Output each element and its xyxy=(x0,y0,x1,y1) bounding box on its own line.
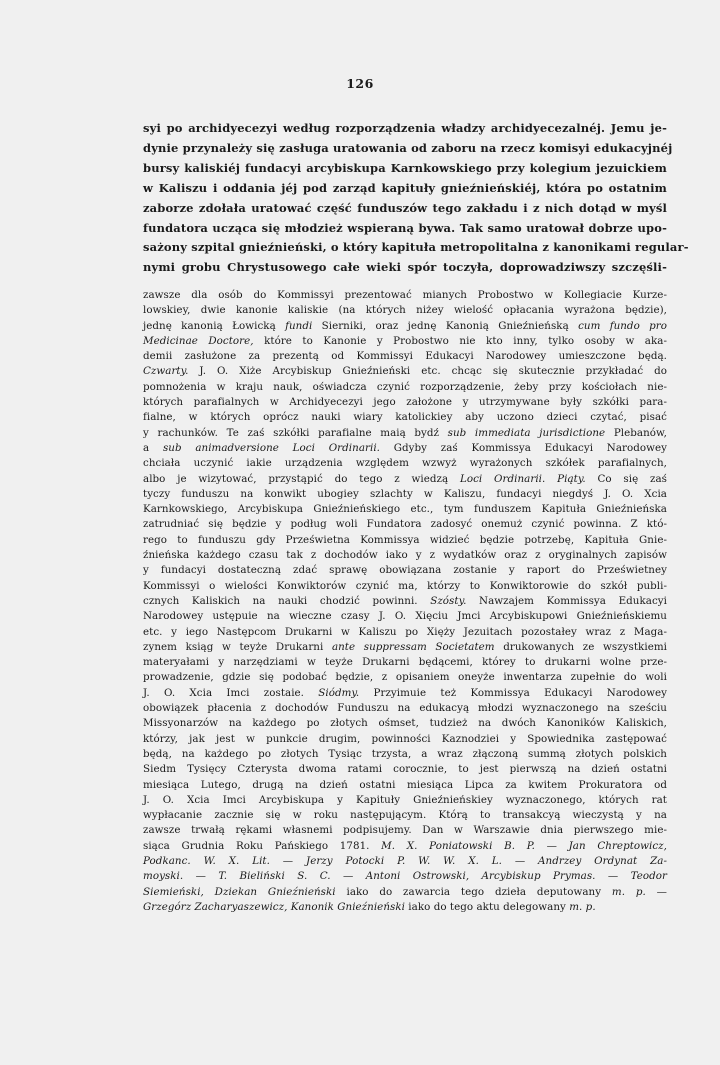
footnote-run: Missyonarzów na każdego po złotych ośmset, tudzież na dwóch Kanoników Kaliskich, xyxy=(143,717,667,730)
footnote-line xyxy=(143,625,667,640)
footnote-line xyxy=(143,426,667,441)
footnote-run: J. O. Xcia Imci zostaie. xyxy=(143,686,319,699)
footnote-run: Przyimuie też Kommissya Edukacyi Narodowey xyxy=(359,686,667,699)
footnote-run: demii zasłużone za prezentą od Kommissyi Edukacyi Narodowey umieszczone będą. xyxy=(143,350,667,363)
footnote-run: źnieńska każdego czasu tak z dochodów iako y z wydatków oraz z oryginalnych zapisów xyxy=(143,549,667,562)
footnote-line xyxy=(143,441,667,456)
footnote-run: Nawzajem Kommissya Edukacyi xyxy=(466,594,667,607)
footnote-line xyxy=(143,502,667,517)
footnote-line xyxy=(143,548,667,563)
footnote-run: wypłacanie zacznie się w roku następującym. Którą to transakcyą wieczystą y na xyxy=(143,809,667,822)
footnote xyxy=(143,288,667,915)
footnote-italic-run: m. p. xyxy=(569,900,596,913)
main-text-line: syi po archidyecezyi według rozporządzenia władzy archidyecezalnéj. Jemu je- xyxy=(143,121,667,135)
footnote-italic-run: moyski. — T. Bieliński S. C. — Antoni Ostrowski, Arcybiskup Prymas. — Teodor xyxy=(143,870,667,883)
footnote-run: fialne, w których oprócz nauki wiary katolickiey aby uczono dzieci czytać, pisać xyxy=(143,411,667,424)
footnote-run: Siedm Tysięcy Czterysta dwoma ratami corocznie, to jest pierwszą na dzień ostatni xyxy=(143,763,667,776)
main-text-line: zaborze zdołała uratować część funduszów tego zakładu i z nich dotąd w myśl xyxy=(143,200,667,215)
footnote-run: prowadzenie, gdzie się podobać będzie, z opisaniem oneyże inwentarza zupełnie do woli xyxy=(143,671,667,684)
footnote-line xyxy=(143,670,667,685)
footnote-run: pomnożenia w kraju nauk, oświadcza czynić rozporządzenie, żeby przy kościołach nie- xyxy=(143,380,667,393)
footnote-line xyxy=(143,885,667,900)
footnote-line xyxy=(143,334,667,349)
footnote-run: tyczy funduszu na konwikt ubogiey szlachty w Kaliszu, fundacyi niegdyś J. O. Xcia xyxy=(143,487,667,500)
footnote-line xyxy=(143,793,667,808)
footnote-run: miesiąca Lutego, drugą na dzień ostatni miesiąca Lipca za kwitem Prokuratora od xyxy=(143,778,667,791)
footnote-line xyxy=(143,517,667,532)
footnote-italic-run: Loci Ordinarii. Piąty. xyxy=(459,472,586,485)
footnote-run: będą, na każdego po złotych Tysiąc trzysta, a wraz złączoną summą złotych polskich xyxy=(143,747,667,760)
footnote-run: zawsze trwałą rękami własnemi podpisujemy. Dan w Warszawie dnia pierwszego mie- xyxy=(143,824,667,837)
footnote-run: y fundacyi dostateczną zdać sprawę obowiązana zostanie y raport do Prześwietney xyxy=(143,564,667,577)
footnote-italic-run: Czwarty. xyxy=(143,365,189,378)
footnote-italic-run: m. p. — xyxy=(611,885,667,898)
footnote-run: Karnkowskiego, Arcybiskupa Gnieźnieńskiego etc., tym funduszem Kapituła Gnieźnieńska xyxy=(143,503,667,516)
main-text-line: bursy kaliskiéj fundacyi arcybiskupa Karnkowskiego przy kolegium jezuickiem xyxy=(143,160,667,175)
footnote-line xyxy=(143,563,667,578)
footnote-italic-run: Szósty. xyxy=(430,594,467,607)
footnote-line xyxy=(143,640,667,655)
footnote-line xyxy=(143,456,667,471)
footnote-line xyxy=(143,778,667,793)
footnote-line xyxy=(143,808,667,823)
footnote-run: Sierniki, oraz jednę Kanonią Gnieźnieńską xyxy=(312,319,579,332)
footnote-run: zawsze dla osób do Kommissyi prezentować mianych Probostwo w Kollegiacie Kurze- xyxy=(143,289,667,301)
footnote-italic-run: sub immediata jurisdictione xyxy=(447,426,606,439)
footnote-line xyxy=(143,349,667,364)
footnote-line xyxy=(143,594,667,609)
footnote-line xyxy=(143,900,667,915)
footnote-line xyxy=(143,410,667,425)
footnote-line xyxy=(143,472,667,487)
footnote-run: drukowanych ze wszystkiemi xyxy=(494,640,667,653)
footnote-line xyxy=(143,655,667,670)
footnote-line xyxy=(143,747,667,762)
footnote-line xyxy=(143,732,667,747)
footnote-run: lowskiey, dwie kanonie kaliskie (na których niżey wielość opłacania wyrażona będzie), xyxy=(143,304,667,317)
footnote-run: J. O. Xcia Imci Arcybiskupa y Kapituły Gnieźnieńskiey wyznaczonego, których rat xyxy=(143,793,667,806)
footnote-run: Kommissyi o wielości Konwiktorów czynić ma, którzy to Konwiktorowie do szkół publi- xyxy=(143,579,667,592)
footnote-run: Co się zaś xyxy=(585,472,667,485)
footnote-run: J. O. Xiże Arcybiskup Gnieźnieński etc. chcąc się skutecznie przykładać do xyxy=(188,365,667,378)
main-text-line: dynie przynależy się zasługa uratowania od zaboru na rzecz komisyi edukacyjnéj xyxy=(143,140,673,155)
footnote-run: Narodowey ustępuie na wieczne czasy J. O. Xięciu Jmci Arcybiskupowi Gnieźnieńskiemu xyxy=(143,610,667,623)
footnote-italic-run: sub animadversione Loci Ordinarii. xyxy=(162,441,380,454)
footnote-line xyxy=(143,839,667,854)
footnote-run: Gdyby zaś Kommissya Edukacyi Narodowey xyxy=(380,441,668,454)
footnote-run: rego to funduszu gdy Prześwietna Kommissya widzieć będzie potrzebę, Kapituła Gnie- xyxy=(143,533,667,546)
footnote-run: etc. y iego Następcom Drukarni w Kaliszu po Xięży Jezuitach pozostałey wraz z Maga- xyxy=(143,625,667,638)
main-text-line: nymi grobu Chrystusowego całe wieki spór toczyła, doprowadziwszy szczęśli- xyxy=(143,260,667,275)
main-text-line: w Kaliszu i oddania jéj pod zarząd kapituły gnieźnieńskiéj, która po ostatnim xyxy=(143,180,667,195)
footnote-run: Plebanów, xyxy=(605,426,668,439)
footnote-run: obowiązek płacenia z dochodów Funduszu na edukacyą młodzi wyznaczonego na sześciu xyxy=(143,702,667,715)
footnote-italic-run: Medicinae Doctore, xyxy=(143,334,254,347)
footnote-line xyxy=(143,380,667,395)
footnote-line xyxy=(143,487,667,502)
main-text-line: sażony szpital gnieźnieński, o który kapituła metropolitalna z kanonikami regular- xyxy=(143,240,689,255)
footnote-italic-run: M. X. Poniatowski B. P. — Jan Chreptowicz, xyxy=(381,839,667,852)
footnote-line xyxy=(143,762,667,777)
footnote-run: iako do zawarcia tego dzieła deputowany xyxy=(335,885,612,898)
footnote-line xyxy=(143,303,667,318)
footnote-line xyxy=(143,319,667,334)
footnote-run: którzy, jak jest w punkcie drugim, powinności Kaznodziei y Spowiednika zastępować xyxy=(143,732,667,745)
footnote-run: a xyxy=(143,441,163,454)
footnote-line xyxy=(143,869,667,884)
footnote-run: materyałami y narzędziami w teyże Drukarni będącemi, którey to drukarni wolne prze- xyxy=(143,656,667,669)
footnote-run: siąca Grudnia Roku Pańskiego 1781. xyxy=(143,839,382,852)
footnote-run: zatrudniać się będzie y podług woli Fundatora zadosyć onemuż czynić powinna. Z któ- xyxy=(143,518,667,531)
footnote-italic-run: cum fundo pro xyxy=(578,319,667,332)
main-text xyxy=(143,119,689,278)
footnote-italic-run: Siódmy. xyxy=(318,686,360,699)
footnote-italic-run: Podkanc. W. X. Lit. — Jerzy Potocki P. W. W. X. L. — Andrzey Ordynat Za- xyxy=(143,854,667,867)
footnote-line xyxy=(143,609,667,624)
footnote-italic-run: Siemieński, Dziekan Gnieźnieński xyxy=(143,885,336,898)
footnote-italic-run: fundi xyxy=(285,319,313,332)
footnote-run: których parafialnych w Archidyecezyi jego założone y utrzymywane były szkółki para- xyxy=(143,396,667,409)
footnote-line xyxy=(143,854,667,869)
footnote-run: iako do tego aktu delegowany xyxy=(404,900,570,913)
footnote-run: cznych Kaliskich na nauki chodzić powinni. xyxy=(143,594,431,607)
footnote-line xyxy=(143,364,667,379)
footnote-line xyxy=(143,716,667,731)
footnote-italic-run: ante suppressam Societatem xyxy=(331,640,495,653)
footnote-run: albo je wizytować, przystąpić do tego z wiedzą xyxy=(143,472,460,485)
footnote-line xyxy=(143,686,667,701)
footnote-italic-run: Grzegórz Zacharyaszewicz, Kanonik Gnieźnieński xyxy=(143,900,405,913)
footnote-line xyxy=(143,533,667,548)
footnote-run: które to Kanonie y Probostwo nie kto inny, tylko osoby w aka- xyxy=(253,334,667,347)
footnote-line xyxy=(143,395,667,410)
footnote-run: y rachunków. Te zaś szkółki parafialne maią bydź xyxy=(143,426,448,439)
page-number: 126 xyxy=(346,76,374,91)
main-text-line: fundatora ucząca się młodzież wspieraną bywa. Tak samo uratował dobrze upo- xyxy=(143,220,667,235)
footnote-line xyxy=(143,288,667,303)
footnote-line xyxy=(143,823,667,838)
footnote-line xyxy=(143,701,667,716)
footnote-run: chciała uczynić iakie urządzenia względem wzwyż wyrażonych szkółek parafialnych, xyxy=(143,457,667,470)
footnote-run: zynem ksiąg w teyże Drukarni xyxy=(143,640,332,653)
footnote-line xyxy=(143,579,667,594)
footnote-run: jednę kanonią Łowicką xyxy=(143,319,286,332)
